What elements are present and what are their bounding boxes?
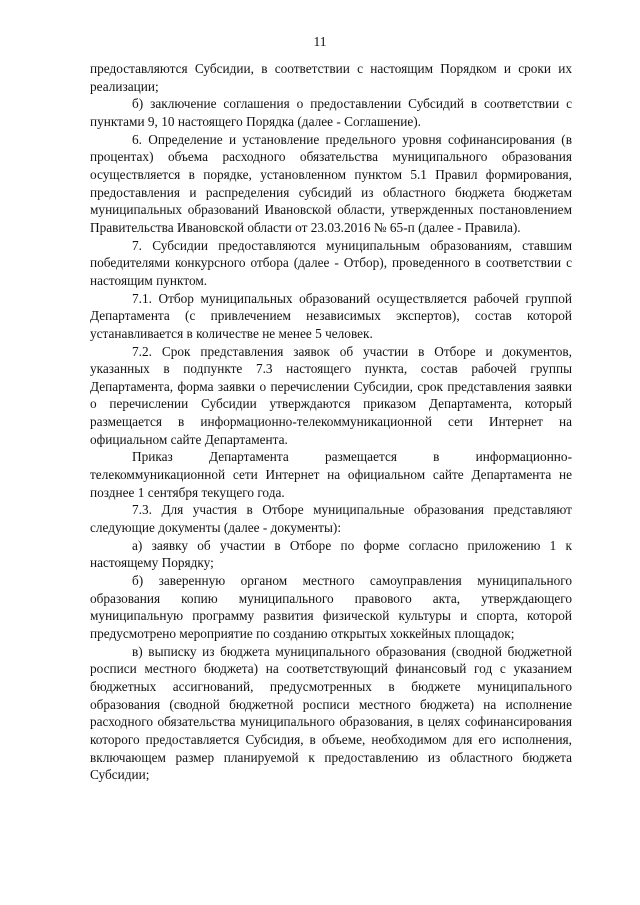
paragraph-7-3: 7.3. Для участия в Отборе муниципальные образования представляют следующие документы (далее - документы): <box>90 502 572 536</box>
page-number: 11 <box>313 34 327 49</box>
paragraph-item-a: а) заявку об участии в Отборе по форме согласно приложению 1 к настоящему Порядку; <box>90 537 572 571</box>
paragraph-7-1: 7.1. Отбор муниципальных образований осуществляется рабочей группой Департамента (с привлечением независимых экспертов), состав которой устанавливается в количестве не менее 5 человек. <box>90 290 572 341</box>
paragraph-6: 6. Определение и установление предельного уровня софинансирования (в процентах) объема расходного обязательства муниципального образования осуществляется в порядке, установленном пунктом 5.1 Правил формирования, предоставления и распределения субсидий из областного бюджета бюджетам муниципальных образований Ивановской области, утвержденных постановлением Правительства Ивановской области от 23.03.2016 № 65-п (далее - Правила). <box>90 131 572 235</box>
paragraph-7-2: 7.2. Срок представления заявок об участии в Отборе и документов, указанных в подпункте 7.3 настоящего пункта, состав рабочей группы Департамента, форма заявки о перечислении Субсидии, срок представления заявки о перечислении Субсидии утверждаются приказом Департамента, который размещается в информационно-телекоммуникационной сети Интернет на официальном сайте Департамента. <box>90 343 572 447</box>
body-text <box>90 60 572 784</box>
paragraph-continuation: предоставляются Субсидии, в соответствии с настоящим Порядком и сроки их реализации; <box>90 61 572 94</box>
paragraph-item-v: в) выписку из бюджета муниципального образования (сводной бюджетной росписи местного бюджета) на соответствующий финансовый год с указанием бюджетных ассигнований, предусмотренных в бюджете муниципального образования (сводной бюджетной росписи местного бюджета) на исполнение расходного обязательства муниципального образования, в целях софинансирования которого предоставляется Субсидия, в объеме, необходимом для его исполнения, включающем размер планируемой к предоставлению из областного бюджета Субсидии; <box>90 643 572 783</box>
paragraph-order-publication: Приказ Департамента размещается в информационно-телекоммуникационной сети Интернет на официальном сайте Департамента не позднее 1 сентября текущего года. <box>90 449 572 500</box>
paragraph-item-b: б) заверенную органом местного самоуправления муниципального образования копию муниципального правового акта, утверждающего муниципальную программу развития физической культуры и спорта, которой предусмотрено мероприятие по созданию открытых хоккейных площадок; <box>90 573 572 641</box>
paragraph-7: 7. Субсидии предоставляются муниципальным образованиям, ставшим победителями конкурсного отбора (далее - Отбор), проведенного в соответствии с настоящим пунктом. <box>90 237 572 288</box>
paragraph-item-b-agreement: б) заключение соглашения о предоставлении Субсидий в соответствии с пунктами 9, 10 настоящего Порядка (далее - Соглашение). <box>90 96 572 129</box>
